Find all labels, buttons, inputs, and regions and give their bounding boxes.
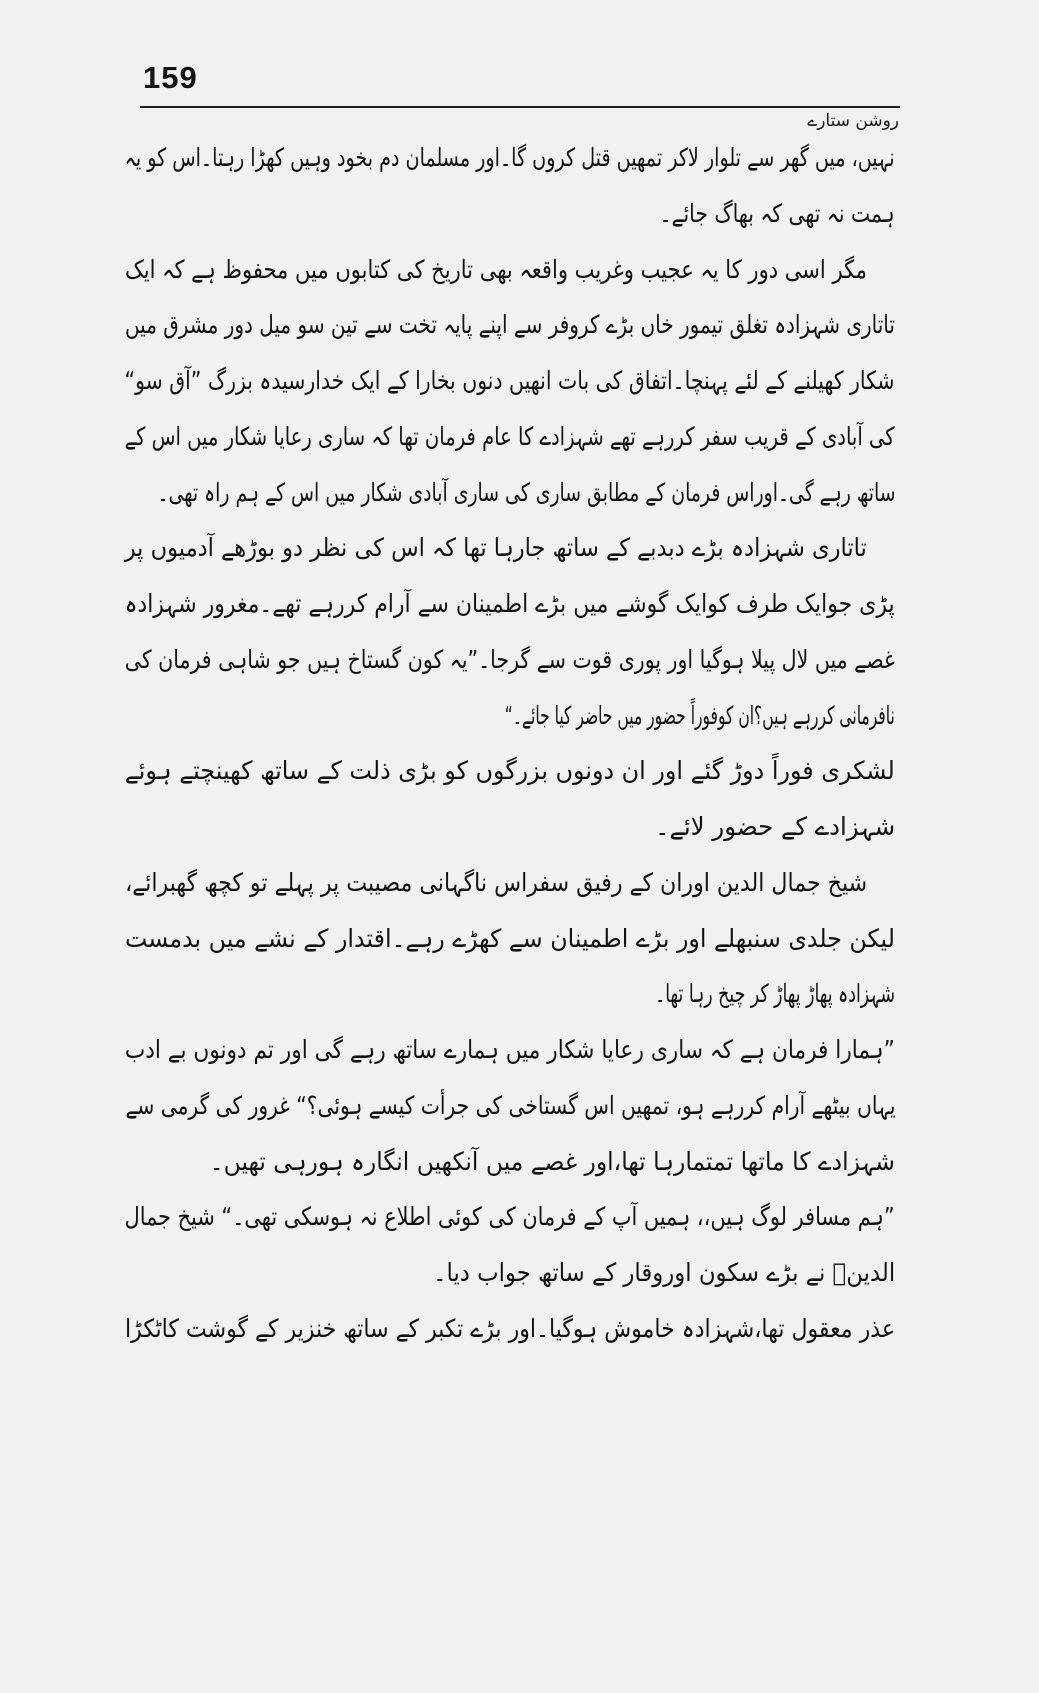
- text-line-content: مگر اسی دور کا یہ عجیب وغریب واقعہ بھی تاریخ کی کتابوں میں محفوظ ہے کہ ایک: [125, 254, 867, 284]
- text-line: [125, 130, 895, 186]
- body-text: [125, 130, 895, 1357]
- text-line-content: ”ہمارا فرمان ہے کہ ساری رعایا شکار میں ہمارے ساتھ رہے گی اور تم دونوں بے ادب: [125, 1035, 895, 1064]
- text-line-content: ساتھ رہے گی۔اوراس فرمان کے مطابق ساری کی ساری آبادی شکار میں اس کے ہم راہ تھی۔: [157, 477, 895, 507]
- text-line: [125, 409, 895, 465]
- text-line: [125, 186, 895, 242]
- text-line-content: یہاں بیٹھے آرام کررہے ہو، تمھیں اس گستاخی کی جرأت کیسے ہوئی؟“ غرور کی گرمی سے: [125, 1090, 895, 1120]
- text-line-content: پڑی جوایک طرف کوایک گوشے میں بڑے اطمینان سے آرام کررہے تھے۔مغرور شہزادہ: [125, 589, 895, 618]
- text-line-content: ”ہم مسافر لوگ ہیں،، ہمیں آپ کے فرمان کی کوئی اطلاع نہ ہوسکی تھی۔“ شیخ جمال: [125, 1202, 895, 1232]
- text-line-content: نافرمانی کررہے ہیں؟ان کوفوراً حضور میں حاضر کیا جائے۔“: [505, 700, 895, 730]
- text-line-content: الدینؒ نے بڑے سکون اوروقار کے ساتھ جواب دیا۔: [433, 1258, 895, 1287]
- text-line: [125, 799, 895, 855]
- text-line: [125, 520, 895, 576]
- text-line-content: شہزادے کا ماتھا تمتمارہا تھا،اور غصے میں آنکھیں انگارہ ہورہی تھیں۔: [210, 1146, 895, 1176]
- text-line-content: تاتاری شہزادہ بڑے دبدبے کے ساتھ جارہا تھا کہ اس کی نظر دو بوڑھے آدمیوں پر: [125, 533, 867, 563]
- running-title: روشن ستارے: [807, 111, 899, 131]
- text-line: [125, 297, 895, 353]
- text-line-content: عذر معقول تھا،شہزادہ خاموش ہوگیا۔اور بڑے تکبر کے ساتھ خنزیر کے گوشت کاٹکڑا: [125, 1313, 895, 1343]
- text-line: [125, 242, 895, 298]
- text-line: [125, 743, 895, 799]
- text-line: [125, 1134, 895, 1190]
- text-line: [125, 688, 895, 744]
- header-rule: [140, 106, 900, 108]
- text-line: [125, 1078, 895, 1134]
- text-line: [125, 353, 895, 409]
- text-line-content: نہیں، میں گھر سے تلوار لاکر تمھیں قتل کروں گا۔اور مسلمان دم بخود وہیں کھڑا رہتا۔اس کو یہ: [125, 143, 895, 172]
- text-line: [125, 1022, 895, 1078]
- text-line: [125, 1245, 895, 1301]
- text-line: [125, 966, 895, 1022]
- text-line-content: شیخ جمال الدین اوران کے رفیق سفراس ناگہانی مصیبت پر پہلے تو کچھ گھبرائے،: [125, 867, 867, 897]
- text-line-content: تاتاری شہزادہ تغلق تیمور خاں بڑے کروفر سے اپنے پایہ تخت سے تین سو میل دور مشرق میں: [125, 310, 895, 340]
- text-line: [125, 576, 895, 632]
- text-line: [125, 855, 895, 911]
- page-number: 159: [143, 60, 198, 95]
- text-line-content: شکار کھیلنے کے لئے پہنچا۔اتفاق کی بات انھیں دنوں بخارا کے ایک خدارسیدہ بزرگ ”آق سو“: [125, 366, 895, 395]
- text-line-content: شہزادہ پھاڑ پھاڑ کر چیخ رہا تھا۔: [655, 979, 895, 1009]
- text-line-content: لشکری فوراً دوڑ گئے اور ان دونوں بزرگوں کو بڑی ذلت کے ساتھ کھینچتے ہوئے: [125, 756, 895, 786]
- text-line: [125, 1301, 895, 1357]
- text-line: [125, 632, 895, 688]
- text-line-content: ہمت نہ تھی کہ بھاگ جائے۔: [660, 198, 895, 228]
- text-line: [125, 1189, 895, 1245]
- text-line: [125, 911, 895, 967]
- text-line-content: شہزادے کے حضور لائے۔: [655, 812, 895, 841]
- text-line: [125, 465, 895, 521]
- text-line-content: کی آبادی کے قریب سفر کررہے تھے شہزادے کا عام فرمان تھا کہ ساری رعایا شکار میں اس کے: [125, 421, 895, 451]
- text-line-content: لیکن جلدی سنبھلے اور بڑے اطمینان سے کھڑے رہے۔اقتدار کے نشے میں بدمست: [125, 923, 895, 953]
- text-line-content: غصے میں لال پیلا ہوگیا اور پوری قوت سے گرجا۔”یہ کون گستاخ ہیں جو شاہی فرمان کی: [125, 644, 895, 674]
